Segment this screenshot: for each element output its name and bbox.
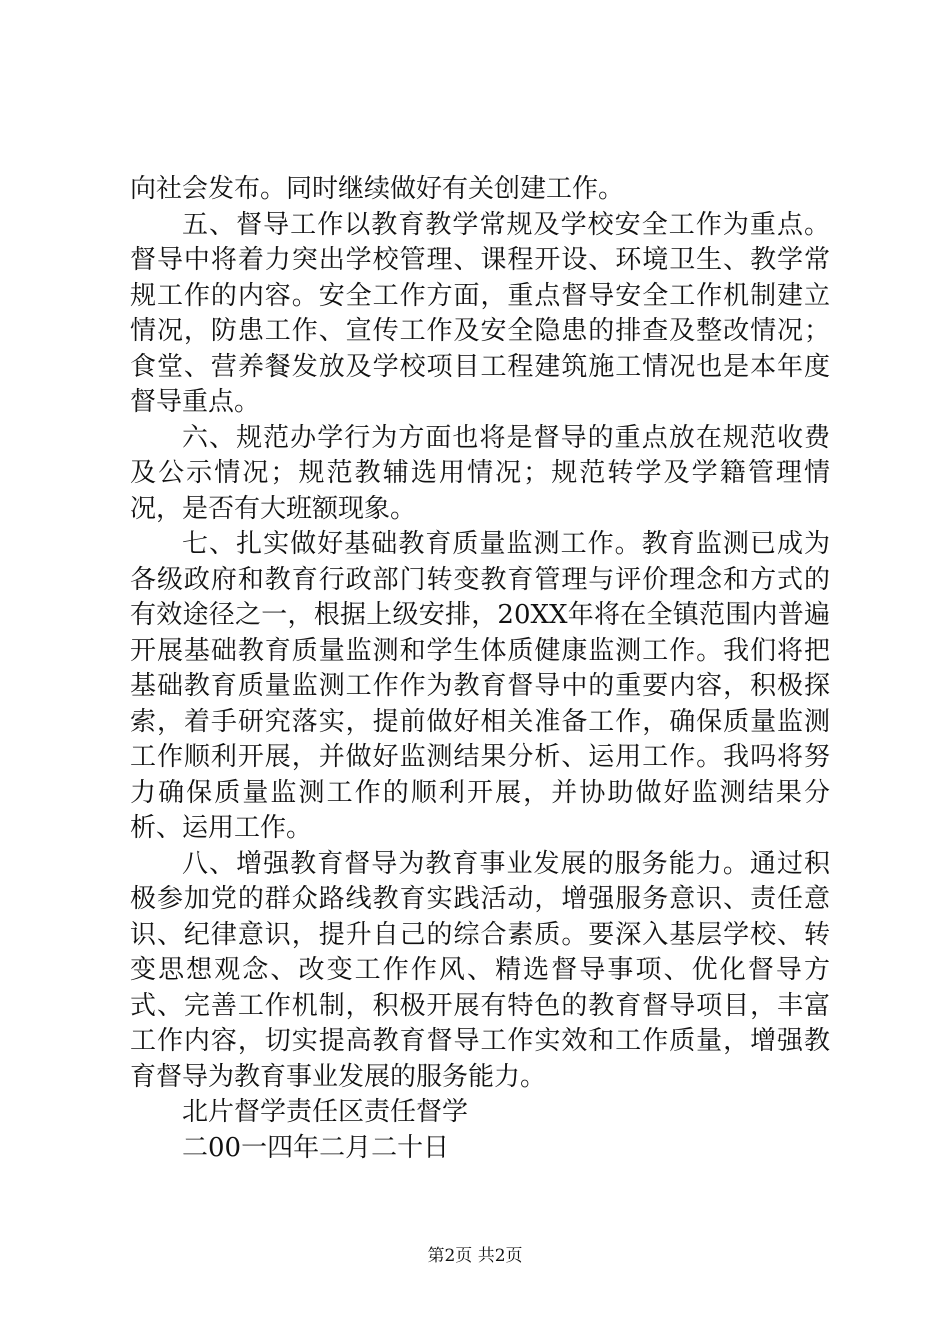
paragraph-item-7: 七、扎实做好基础教育质量监测工作。教育监测已成为各级政府和教育行政部门转变教育管理与评价理念和方式的有效途径之一，根据上级安排，20XX年将在全镇范围内普遍开展基础教育质量监测和学生体质健康监测工作。我们将把基础教育质量监测工作作为教育督导中的重要内容，积极探索，着手研究落实，提前做好相关准备工作，确保质量监测工作顺利开展，并做好监测结果分析、运用工作。我吗将努力确保质量监测工作的顺利开展，并协助做好监测结果分析、运用工作。 — [130, 529, 830, 843]
page-footer: 第2页 共2页 — [427, 1246, 523, 1266]
paragraph-item-8: 八、增强教育督导为教育事业发展的服务能力。通过积极参加党的群众路线教育实践活动，增强服务意识、责任意识、纪律意识，提升自己的综合素质。要深入基层学校、转变思想观念、改变工作作风、精选督导事项、优化督导方式、完善工作机制，积极开展有特色的教育督导项目，丰富工作内容，切实提高教育督导工作实效和工作质量，增强教育督导为教育事业发展的服务能力。 — [130, 848, 830, 1092]
document-body — [130, 172, 830, 1166]
signature-date: 二00一四年二月二十日 — [182, 1132, 450, 1163]
signature-organization: 北片督学责任区责任督学 — [182, 1097, 469, 1127]
paragraph-item-6: 六、规范办学行为方面也将是督导的重点放在规范收费及公示情况；规范教辅选用情况；规范转学及学籍管理情况，是否有大班额现象。 — [130, 422, 830, 524]
paragraph-continuation: 向社会发布。同时继续做好有关创建工作。 — [130, 174, 625, 204]
paragraph-item-5: 五、督导工作以教育教学常规及学校安全工作为重点。督导中将着力突出学校管理、课程开设、环境卫生、教学常规工作的内容。安全工作方面，重点督导安全工作机制建立情况，防患工作、宣传工作及安全隐患的排查及整改情况；食堂、营养餐发放及学校项目工程建筑施工情况也是本年度督导重点。 — [130, 209, 830, 417]
